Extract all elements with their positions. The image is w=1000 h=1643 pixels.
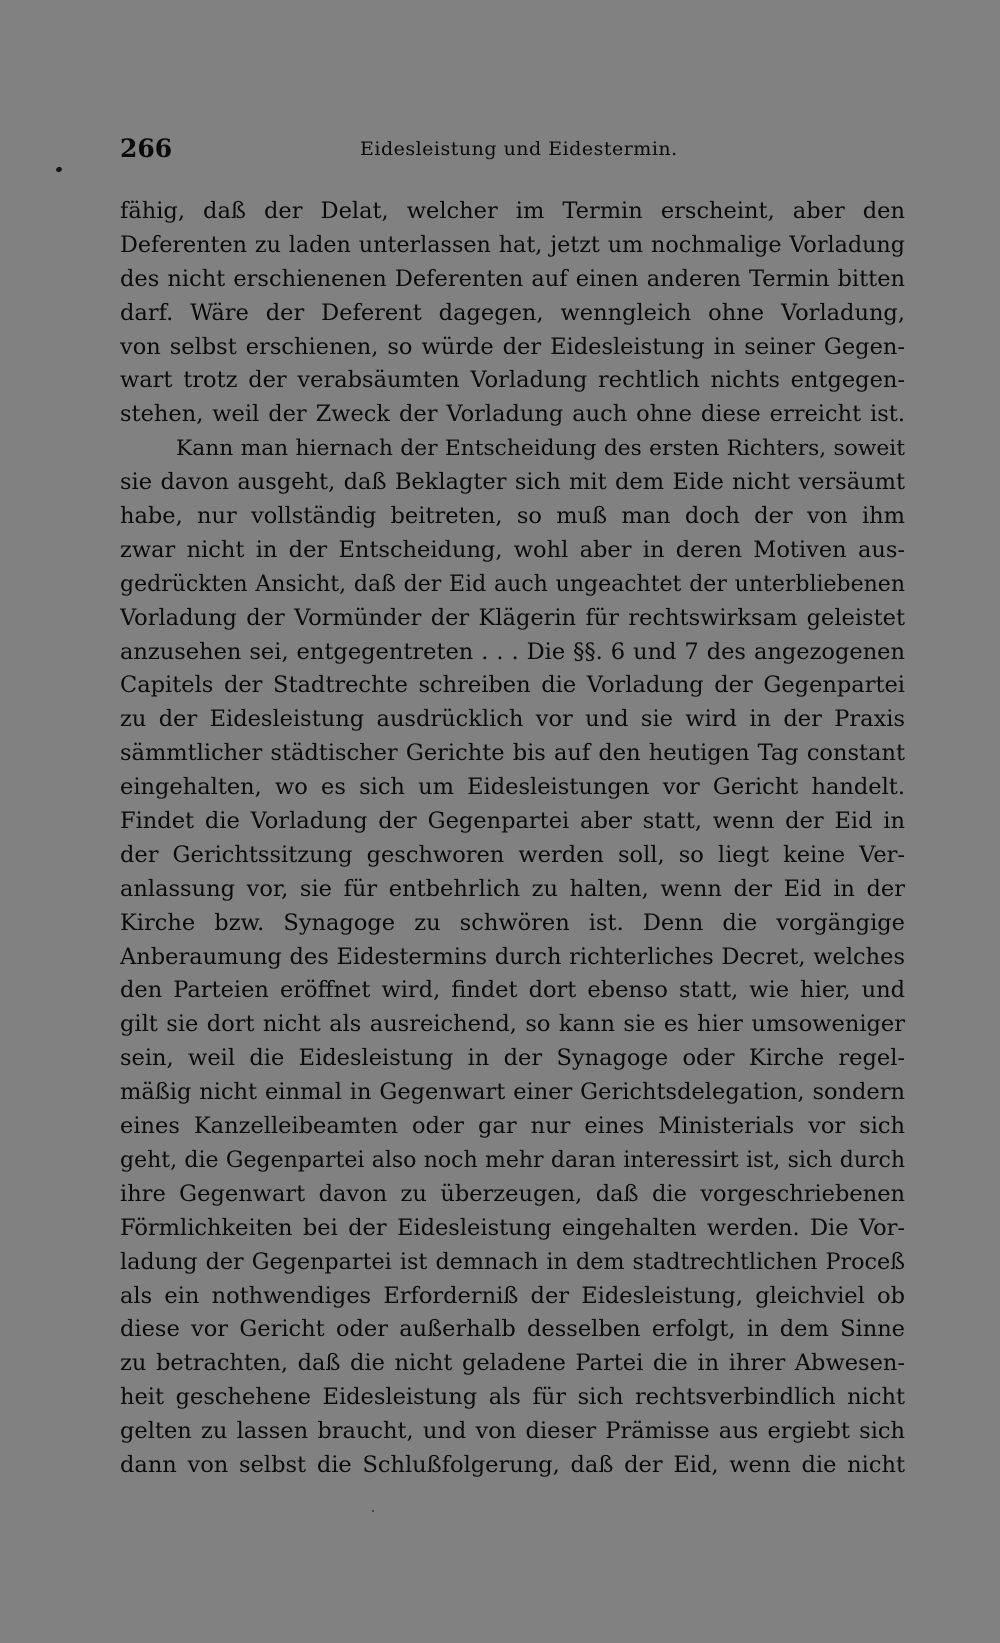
text-line: fähig, daß der Delat, welcher im Termin erscheint, aber den [120, 198, 905, 224]
text-line: heit geschehene Eidesleistung als für sich rechtsverbindlich nicht [120, 1384, 905, 1411]
text-line: mäßig nicht einmal in Gegenwart einer Gerichtsdelegation, sondern [120, 1079, 905, 1106]
text-line: stehen, weil der Zweck der Vorladung auch ohne diese erreicht ist. [120, 401, 905, 428]
text-line: ihre Gegenwart davon zu überzeugen, daß die vorgeschriebenen [120, 1180, 905, 1207]
text-line: Deferenten zu laden unterlassen hat, jetzt um nochmalige Vorladung [120, 231, 905, 258]
text-line: Anberaumung des Eidestermins durch richterliches Decret, welches [120, 943, 905, 970]
text-line: Capitels der Stadtrechte schreiben die Vorladung der Gegenpartei [120, 672, 905, 699]
text-line: zu der Eidesleistung ausdrücklich vor und sie wird in der Praxis [120, 706, 905, 733]
text-line: sie davon ausgeht, daß Beklagter sich mit dem Eide nicht versäumt [120, 469, 905, 496]
ink-speck [55, 166, 63, 173]
text-line: anlassung vor, sie für entbehrlich zu halten, wenn der Eid in der [120, 875, 905, 902]
text-line: von selbst erschienen, so würde der Eidesleistung in seiner Gegen- [120, 333, 905, 360]
page-number: 266 [120, 134, 173, 163]
text-line: Vorladung der Vormünder der Klägerin für rechtswirksam geleistet [120, 604, 905, 631]
text-line: dann von selbst die Schlußfolgerung, daß der Eid, wenn die nicht [120, 1451, 905, 1478]
text-line: eingehalten, wo es sich um Eidesleistungen vor Gericht handelt. [120, 774, 905, 801]
text-line: darf. Wäre der Deferent dagegen, wenngleich ohne Vorladung, [120, 299, 905, 326]
text-line: Kirche bzw. Synagoge zu schwören ist. Denn die vorgängige [120, 909, 905, 936]
page-header [120, 134, 905, 174]
text-line: der Gerichtssitzung geschworen werden soll, so liegt keine Ver- [120, 841, 905, 868]
text-line: diese vor Gericht oder außerhalb desselben erfolgt, in dem Sinne [120, 1316, 905, 1343]
running-head: Eidesleistung und Eidestermin. [360, 138, 678, 160]
text-line: Förmlichkeiten bei der Eidesleistung eingehalten werden. Die Vor- [120, 1214, 905, 1241]
text-line: habe, nur vollständig beitreten, so muß man doch der von ihm [120, 503, 905, 530]
text-line: sein, weil die Eidesleistung in der Synagoge oder Kirche regel- [120, 1045, 905, 1072]
text-line: gedrückten Ansicht, daß der Eid auch ungeachtet der unterbliebenen [120, 571, 905, 597]
text-line: zu betrachten, daß die nicht geladene Partei die in ihrer Abwesen- [120, 1350, 905, 1377]
text-line: ladung der Gegenpartei ist demnach in dem stadtrechtlichen Proceß [120, 1248, 905, 1275]
text-line: sämmtlicher städtischer Gerichte bis auf den heutigen Tag constant [120, 740, 905, 767]
text-line: als ein nothwendiges Erforderniß der Eidesleistung, gleichviel ob [120, 1282, 905, 1309]
text-line: geht, die Gegenpartei also noch mehr daran interessirt ist, sich durch [120, 1147, 905, 1173]
ink-speck [372, 1510, 375, 1513]
text-line: zwar nicht in der Entscheidung, wohl aber in deren Motiven aus- [120, 536, 905, 563]
body-text [120, 195, 905, 1483]
text-line: Findet die Vorladung der Gegenpartei aber statt, wenn der Eid in [120, 808, 905, 835]
text-line: eines Kanzelleibeamten oder gar nur eines Ministerials vor sich [120, 1113, 905, 1140]
text-line: den Parteien eröffnet wird, findet dort ebenso statt, wie hier, und [120, 977, 905, 1004]
text-line: Kann man hiernach der Entscheidung des ersten Richters, soweit [176, 436, 905, 462]
text-line: des nicht erschienenen Deferenten auf einen anderen Termin bitten [120, 265, 905, 292]
text-line: anzusehen sei, entgegentreten . . . Die §§. 6 und 7 des angezogenen [120, 638, 905, 665]
text-line: wart trotz der verabsäumten Vorladung rechtlich nichts entgegen- [120, 367, 905, 394]
text-line: gelten zu lassen braucht, und von dieser Prämisse aus ergiebt sich [120, 1418, 905, 1445]
text-line: gilt sie dort nicht als ausreichend, so kann sie es hier umsoweniger [120, 1011, 905, 1038]
